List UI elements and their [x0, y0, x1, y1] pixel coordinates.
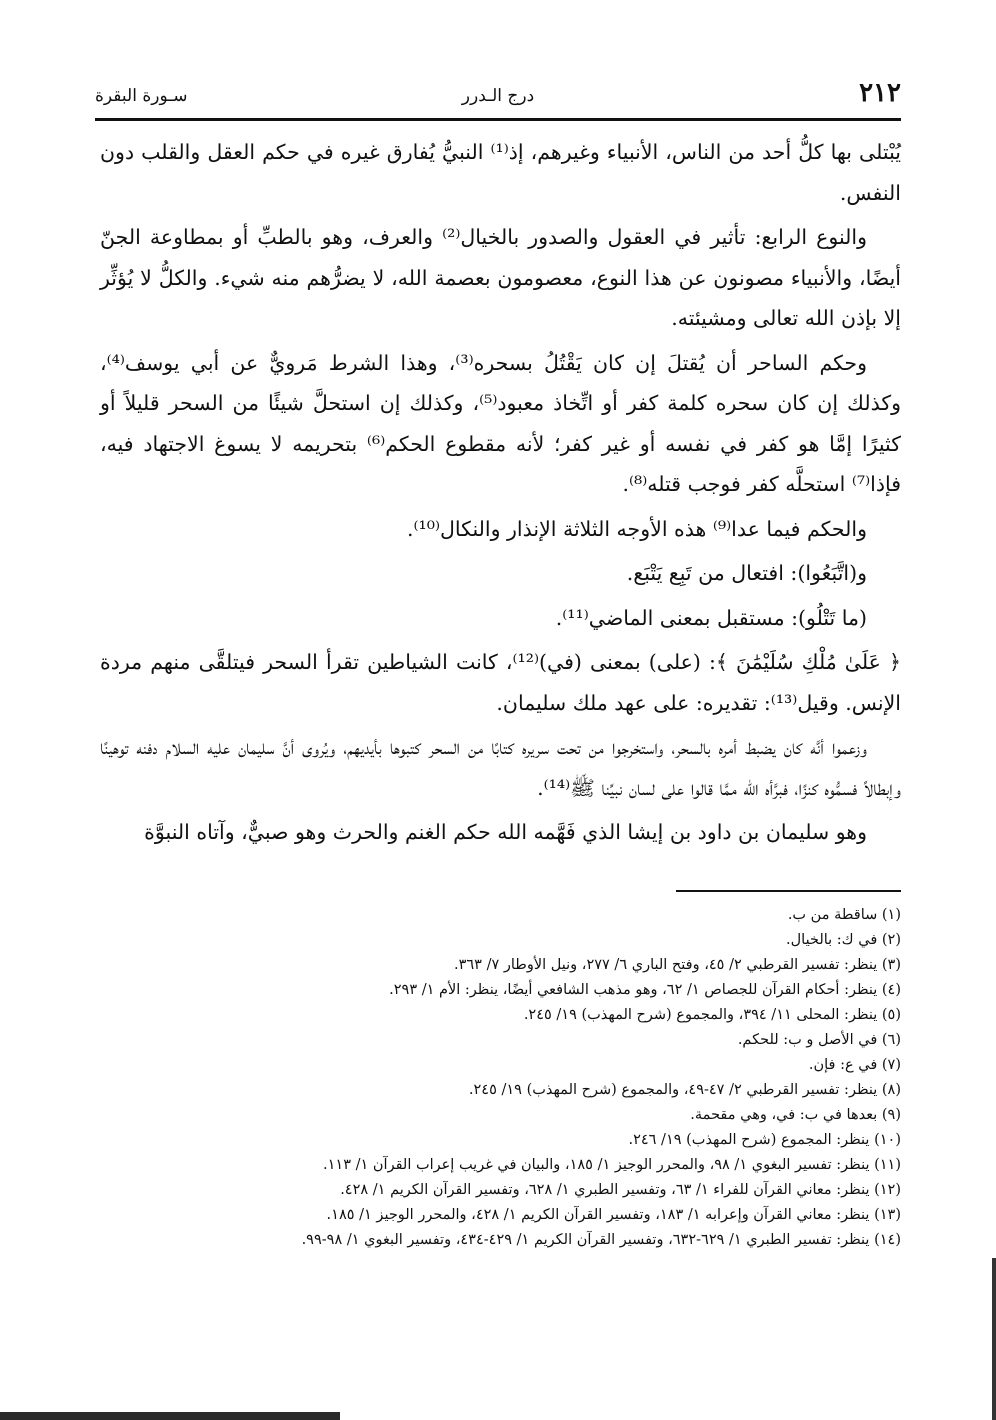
footnote: (١٢) ينظر: معاني القرآن للفراء ١/ ٦٣، وتفسير الطبري ١/ ٦٢٨، وتفسير القرآن الكريم ١/ ٤٢٨. [340, 1182, 901, 1198]
footnote-separator [676, 890, 901, 892]
header-rule [95, 118, 901, 121]
paragraph: وزعموا أنَّه كان يضبط أمره بالسحر، واستخرجوا من تحت سريره كتابًا من السحر كتبوها بأيديهم، ويُروى أنَّ سليمان عليه السلام دفنه توهينًا وإبطالاً فسمُّوه كنزًا، فبرَّأه الله ممَّا قالوا على لسان نبيِّنا ﷺ⁽¹⁴⁾. [100, 735, 901, 800]
footnote: (١) ساقطة من ب. [787, 907, 901, 923]
footnote: (٦) في الأصل و ب: للحكم. [737, 1032, 901, 1048]
footnotes [130, 903, 901, 1253]
paragraph: والحكم فيما عدا⁽⁹⁾ هذه الأوجه الثلاثة الإنذار والنكال⁽¹⁰⁾. [406, 516, 867, 541]
scan-edge-right [992, 1258, 996, 1420]
paragraph: وحكم الساحر أن يُقتلَ إن كان يَقْتُلُ بسحره⁽³⁾، وهذا الشرط مَرويٌّ عن أبي يوسف⁽⁴⁾، وكذلك إن كان سحره كلمة كفر أو اتِّخاذ معبود⁽⁵⁾، وكذلك إن استحلَّ شيئًا من السحر قليلاً أو كثيرًا إمَّا هو كفر في نفسه أو غير كفر؛ لأنه مقطوع الحكم⁽⁶⁾ بتحريمه لا يسوغ الاجتهاد فيه، فإذا⁽⁷⁾ استحلَّه كفر فوجب قتله⁽⁸⁾. [100, 350, 902, 496]
paragraph: (ما تَتْلُو): مستقبل بمعنى الماضي⁽¹¹⁾. [555, 605, 867, 630]
main-text [100, 132, 901, 857]
footnote: (٤) ينظر: أحكام القرآن للجصاص ١/ ٦٢، وهو مذهب الشافعي أيضًا، ينظر: الأم ١/ ٢٩٣. [389, 982, 901, 998]
footnote: (١٣) ينظر: معاني القرآن وإعرابه ١/ ١٨٣، وتفسير القرآن الكريم ١/ ٤٢٨، والمحرر الوجيز ١/ ١٨٥. [326, 1207, 901, 1223]
paragraph: ﴿ عَلَىٰ مُلْكِ سُلَيْمَٰنَ ﴾: (على) بمعنى (في)⁽¹²⁾، كانت الشياطين تقرأ السحر فيتلقَّى منهم مردة الإنس. وقيل⁽¹³⁾: تقديره: على عهد ملك سليمان. [100, 650, 901, 715]
footnote: (٢) في ك: بالخيال. [786, 932, 901, 948]
scan-edge-bottom [0, 1412, 340, 1420]
footnote: (٨) ينظر: تفسير القرطبي ٢/ ٤٧-٤٩، والمجموع (شرح المهذب) ١٩/ ٢٤٥. [468, 1082, 901, 1098]
footnote: (٩) بعدها في ب: في، وهي مقحمة. [690, 1107, 901, 1123]
footnote: (١٤) ينظر: تفسير الطبري ١/ ٦٢٩-٦٣٢، وتفسير القرآن الكريم ١/ ٤٢٩-٤٣٤، وتفسير البغوي ١/ ٩٨-٩٩. [301, 1232, 901, 1248]
page-number: ٢١٢ [859, 78, 901, 108]
footnote: (٥) ينظر: المحلى ١١/ ٣٩٤، والمجموع (شرح المهذب) ١٩/ ٢٤٥. [523, 1007, 901, 1023]
footnote: (١٠) ينظر: المجموع (شرح المهذب) ١٩/ ٢٤٦. [628, 1132, 901, 1148]
page-header [95, 78, 901, 114]
footnote: (٧) في ع: فإن. [808, 1057, 901, 1073]
paragraph: و(اتَّبَعُوا): افتعال من تَبِع يَتْبَع. [626, 561, 867, 585]
book-title: درج الـدرر [461, 86, 535, 106]
surah-title: سـورة البقرة [95, 86, 188, 106]
paragraph: وهو سليمان بن داود بن إيشا الذي فَهَّمه الله حكم الغنم والحرث وهو صبيٌّ، وآتاه النبوَّة [144, 820, 867, 844]
footnote: (١١) ينظر: تفسير البغوي ١/ ٩٨، والمحرر الوجيز ١/ ١٨٥، والبيان في غريب إعراب القرآن ١/ ١١٣. [323, 1157, 901, 1173]
paragraph: يُبْتلى بها كلُّ أحد من الناس، الأنبياء وغيرهم، إذ⁽¹⁾ النبيُّ يُفارق غيره في حكم العقل والقلب دون النفس. [100, 140, 901, 205]
paragraph: والنوع الرابع: تأثير في العقول والصدور بالخيال⁽²⁾ والعرف، وهو بالطبِّ أو بمطاوعة الجنّ أيضًا، والأنبياء مصونون عن هذا النوع، معصومون بعصمة الله، لا يضرُّهم منه شيء. والكلُّ لا يُؤثِّر إلا بإذن الله تعالى ومشيئته. [100, 225, 901, 330]
footnote: (٣) ينظر: تفسير القرطبي ٢/ ٤٥، وفتح الباري ٦/ ٢٧٧، ونيل الأوطار ٧/ ٣٦٣. [453, 957, 901, 973]
